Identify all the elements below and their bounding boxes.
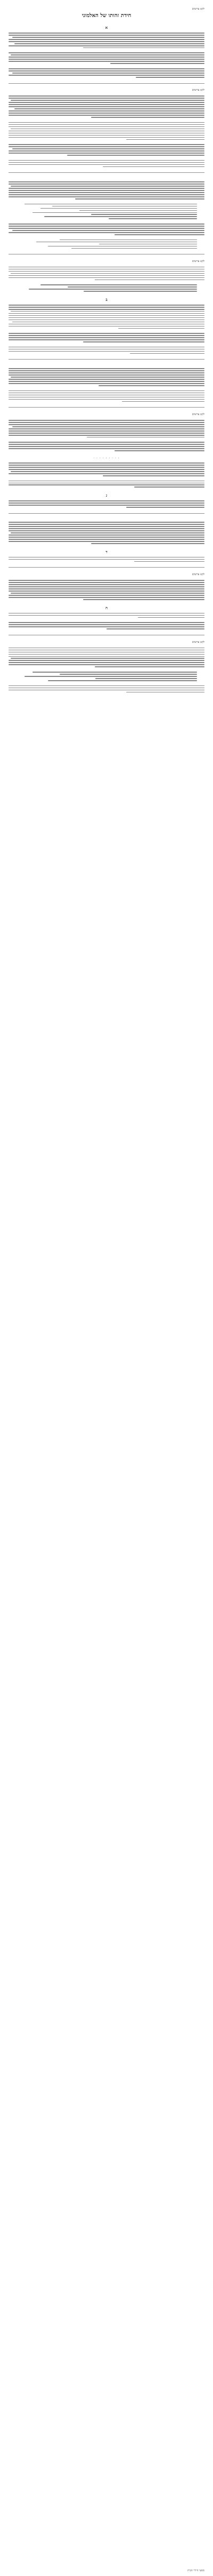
page-break — [9, 359, 204, 360]
paragraph — [9, 462, 204, 476]
dialogue — [9, 240, 204, 249]
paragraph — [9, 305, 204, 329]
page-footer — [9, 2569, 204, 2573]
dialogue — [9, 204, 204, 219]
paragraph — [9, 160, 204, 168]
paragraph — [9, 68, 204, 78]
paragraph — [9, 368, 204, 386]
paragraph — [9, 224, 204, 235]
running-head-text: לקט ערוצים — [192, 259, 204, 263]
section-heading-4: ד — [105, 549, 108, 554]
page-break — [9, 567, 204, 568]
running-head — [9, 641, 204, 644]
running-head-text: לקט ערוצים — [192, 89, 204, 92]
paragraph — [9, 95, 204, 117]
separator: . . . . . . . . . — [93, 456, 120, 460]
paragraph — [9, 557, 204, 562]
paragraph — [9, 442, 204, 451]
page-break — [9, 83, 204, 84]
paragraph — [9, 181, 204, 199]
paragraph — [9, 390, 204, 402]
paragraph — [9, 33, 204, 48]
running-head — [9, 260, 204, 264]
paragraph — [9, 144, 204, 156]
running-head — [9, 573, 204, 577]
document-title: חידת זהותו של האלמוני — [81, 13, 132, 19]
section-heading-3: ג — [105, 493, 108, 498]
section-heading-5: ה — [105, 605, 108, 610]
page-break — [9, 513, 204, 514]
running-head-text: לקט ערוצים — [192, 640, 204, 644]
paragraph — [9, 481, 204, 488]
paragraph — [9, 347, 204, 354]
paragraph — [9, 580, 204, 600]
running-head-text: לקט ערוצים — [192, 573, 204, 577]
paragraph — [9, 122, 204, 140]
section-heading-2: ב — [105, 297, 108, 302]
page-break — [9, 407, 204, 408]
dialogue — [9, 672, 204, 681]
running-head-text: לקט ערוצים — [192, 7, 204, 11]
paragraph — [9, 333, 204, 342]
paragraph — [9, 685, 204, 693]
paragraph — [9, 267, 204, 281]
paragraph — [9, 500, 204, 508]
running-head — [9, 7, 204, 11]
paragraph — [9, 613, 204, 618]
paragraph — [9, 420, 204, 437]
page-break — [9, 172, 204, 173]
paragraph — [9, 52, 204, 64]
running-head — [9, 413, 204, 417]
running-head-text: לקט ערוצים — [192, 413, 204, 417]
paragraph — [9, 648, 204, 667]
paragraph — [9, 522, 204, 544]
paragraph — [9, 622, 204, 629]
dialogue — [9, 284, 204, 292]
section-heading-1: א — [105, 25, 108, 30]
running-head — [9, 89, 204, 92]
footer-text: מסעי היידי הבית — [187, 2569, 204, 2572]
